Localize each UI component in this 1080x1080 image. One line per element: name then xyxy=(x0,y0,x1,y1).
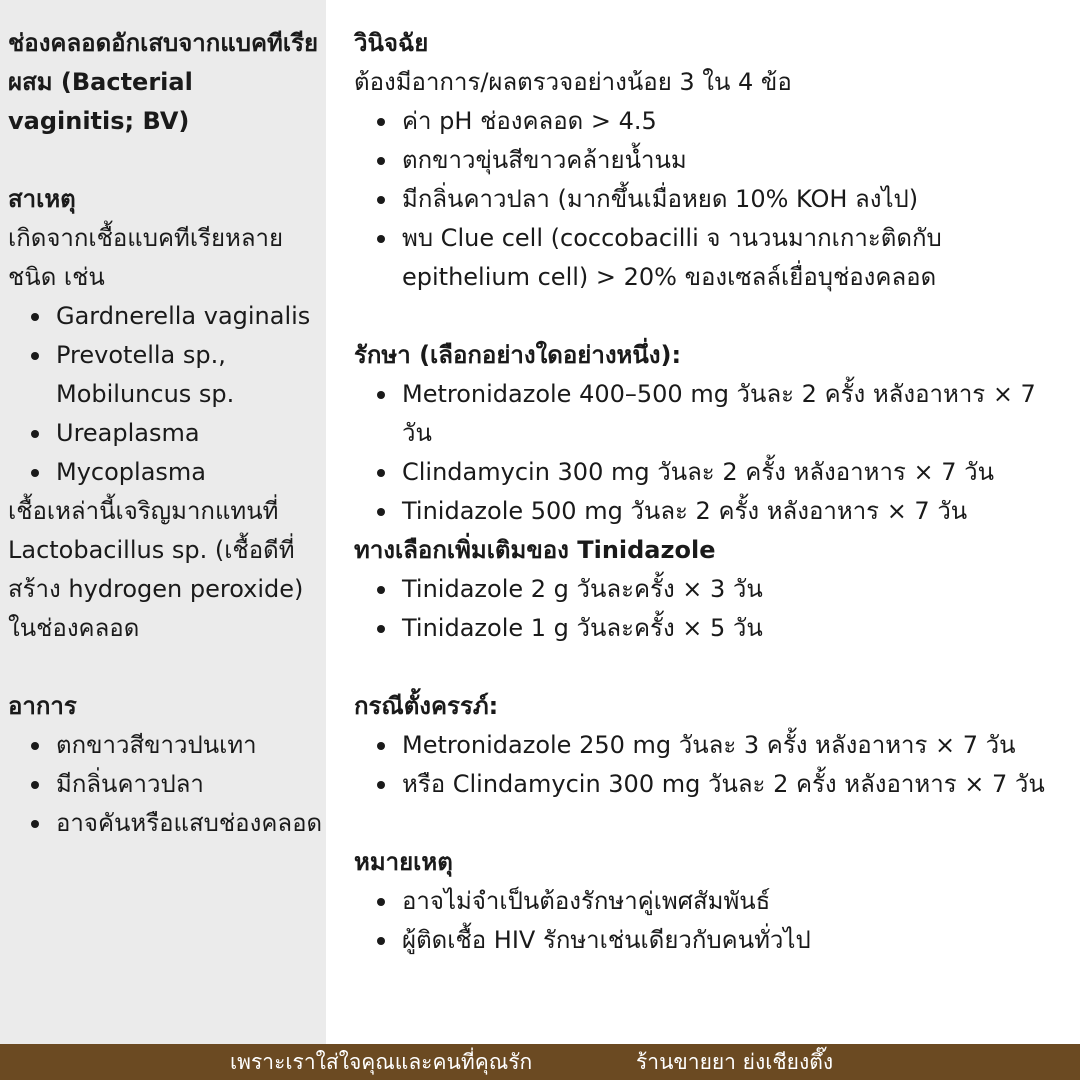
diagnosis-heading: วินิจฉัย xyxy=(354,29,429,57)
list-item: Metronidazole 250 mg วันละ 3 ครั้ง หลังอาหาร × 7 วัน xyxy=(402,726,1064,765)
cause-outro: เชื้อเหล่านี้เจริญมากแทนที่ Lactobacillus sp. (เชื้อดีที่สร้าง hydrogen peroxide) ในช่องคลอด xyxy=(8,497,304,642)
list-item: ค่า pH ช่องคลอด > 4.5 xyxy=(402,102,1064,141)
symptoms-heading: อาการ xyxy=(8,692,77,720)
list-item: อาจคันหรือแสบช่องคลอด xyxy=(56,804,326,843)
footer-slogan: เพราะเราใส่ใจคุณและคนที่คุณรัก xyxy=(230,1050,533,1074)
list-item: พบ Clue cell (coccobacilli จ านวนมากเกาะติดกับ epithelium cell) > 20% ของเซลล์เยื่อบุช่องคลอด xyxy=(402,219,1064,297)
list-item: Metronidazole 400–500 mg วันละ 2 ครั้ง หลังอาหาร × 7 วัน xyxy=(402,375,1064,453)
right-column xyxy=(354,24,1064,960)
list-item: Gardnerella vaginalis xyxy=(56,297,326,336)
list-item: อาจไม่จำเป็นต้องรักษาคู่เพศสัมพันธ์ xyxy=(402,882,1064,921)
pregnancy-heading: กรณีตั้งครรภ์: xyxy=(354,692,499,720)
list-item: หรือ Clindamycin 300 mg วันละ 2 ครั้ง หลังอาหาร × 7 วัน xyxy=(402,765,1064,804)
footer-shop-name: ร้านขายยา ย่งเชียงตึ๊ง xyxy=(636,1050,834,1074)
list-item: ตกขาวสีขาวปนเทา xyxy=(56,726,326,765)
footer-bar xyxy=(0,1044,1080,1080)
cause-list xyxy=(8,297,326,492)
treatment-list xyxy=(354,375,1064,531)
notes-heading: หมายเหตุ xyxy=(354,848,453,876)
list-item: Tinidazole 1 g วันละครั้ง × 5 วัน xyxy=(402,609,1064,648)
notes-list xyxy=(354,882,1064,960)
list-item: Tinidazole 500 mg วันละ 2 ครั้ง หลังอาหาร × 7 วัน xyxy=(402,492,1064,531)
tinidazole-alt-heading: ทางเลือกเพิ่มเติมของ Tinidazole xyxy=(354,536,716,564)
cause-heading: สาเหตุ xyxy=(8,185,76,213)
diagnosis-list xyxy=(354,102,1064,297)
list-item: Prevotella sp., Mobiluncus sp. xyxy=(56,336,326,414)
list-item: Mycoplasma xyxy=(56,453,326,492)
list-item: ผู้ติดเชื้อ HIV รักษาเช่นเดียวกับคนทั่วไป xyxy=(402,921,1064,960)
list-item: Ureaplasma xyxy=(56,414,326,453)
left-column xyxy=(8,24,326,843)
list-item: Clindamycin 300 mg วันละ 2 ครั้ง หลังอาหาร × 7 วัน xyxy=(402,453,1064,492)
list-item: ตกขาวขุ่นสีขาวคล้ายน้ำนม xyxy=(402,141,1064,180)
treatment-heading: รักษา (เลือกอย่างใดอย่างหนึ่ง): xyxy=(354,341,682,369)
list-item: Tinidazole 2 g วันละครั้ง × 3 วัน xyxy=(402,570,1064,609)
cause-intro: เกิดจากเชื้อแบคทีเรียหลายชนิด เช่น xyxy=(8,224,284,291)
symptoms-list xyxy=(8,726,326,843)
list-item: มีกลิ่นคาวปลา (มากขึ้นเมื่อหยด 10% KOH ลงไป) xyxy=(402,180,1064,219)
pregnancy-list xyxy=(354,726,1064,804)
tinidazole-alt-list xyxy=(354,570,1064,648)
list-item: มีกลิ่นคาวปลา xyxy=(56,765,326,804)
diagnosis-intro: ต้องมีอาการ/ผลตรวจอย่างน้อย 3 ใน 4 ข้อ xyxy=(354,68,792,96)
page-title: ช่องคลอดอักเสบจากแบคทีเรียผสม (Bacterial vaginitis; BV) xyxy=(8,29,319,135)
